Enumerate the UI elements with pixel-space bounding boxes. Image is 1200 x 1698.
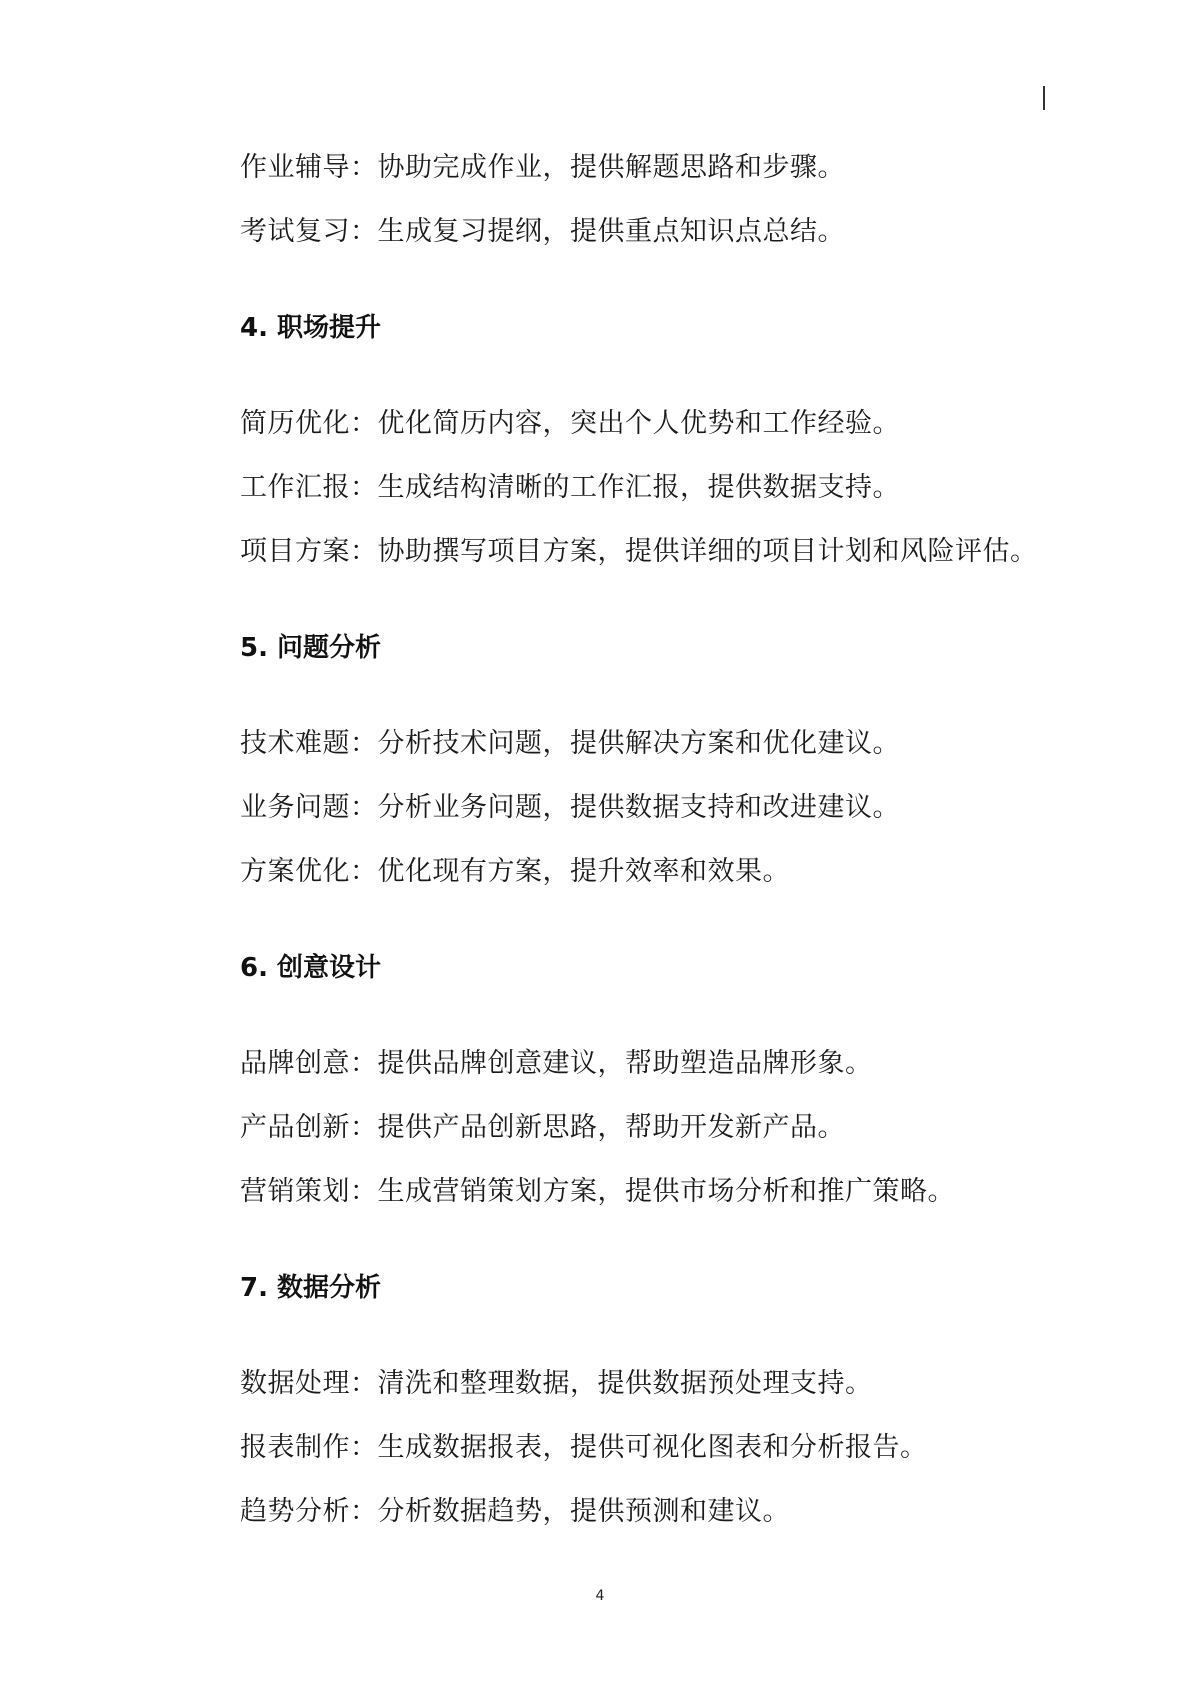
list-item-plan-optimization: 方案优化：优化现有方案，提升效率和效果。 <box>240 856 790 887</box>
section-heading-data-analysis: 7. 数据分析 <box>240 1273 382 1303</box>
list-item-work-report: 工作汇报：生成结构清晰的工作汇报，提供数据支持。 <box>240 472 900 503</box>
page-content <box>240 150 1060 1530</box>
list-item-project-plan: 项目方案：协助撰写项目方案，提供详细的项目计划和风险评估。 <box>240 536 1038 567</box>
section-heading-creative-design: 6. 创意设计 <box>240 953 382 983</box>
page-number: 4 <box>595 1588 605 1604</box>
list-item-trend-analysis: 趋势分析：分析数据趋势，提供预测和建议。 <box>240 1496 790 1527</box>
list-item-marketing-plan: 营销策划：生成营销策划方案，提供市场分析和推广策略。 <box>240 1176 955 1207</box>
list-item-product-innovation: 产品创新：提供产品创新思路，帮助开发新产品。 <box>240 1112 845 1143</box>
list-item-data-processing: 数据处理：清洗和整理数据，提供数据预处理支持。 <box>240 1368 873 1399</box>
list-item-tech-problem: 技术难题：分析技术问题，提供解决方案和优化建议。 <box>240 728 900 759</box>
list-item-homework: 作业辅导：协助完成作业，提供解题思路和步骤。 <box>240 152 845 183</box>
list-item-exam-review: 考试复习：生成复习提纲，提供重点知识点总结。 <box>240 216 845 247</box>
list-item-resume: 简历优化：优化简历内容，突出个人优势和工作经验。 <box>240 408 900 439</box>
list-item-business-problem: 业务问题：分析业务问题，提供数据支持和改进建议。 <box>240 792 900 823</box>
list-item-brand-creative: 品牌创意：提供品牌创意建议，帮助塑造品牌形象。 <box>240 1048 873 1079</box>
list-item-report-making: 报表制作：生成数据报表，提供可视化图表和分析报告。 <box>240 1432 928 1463</box>
header-vertical-mark <box>1043 86 1045 110</box>
section-heading-career: 4. 职场提升 <box>240 313 382 343</box>
section-heading-problem-analysis: 5. 问题分析 <box>240 633 382 663</box>
